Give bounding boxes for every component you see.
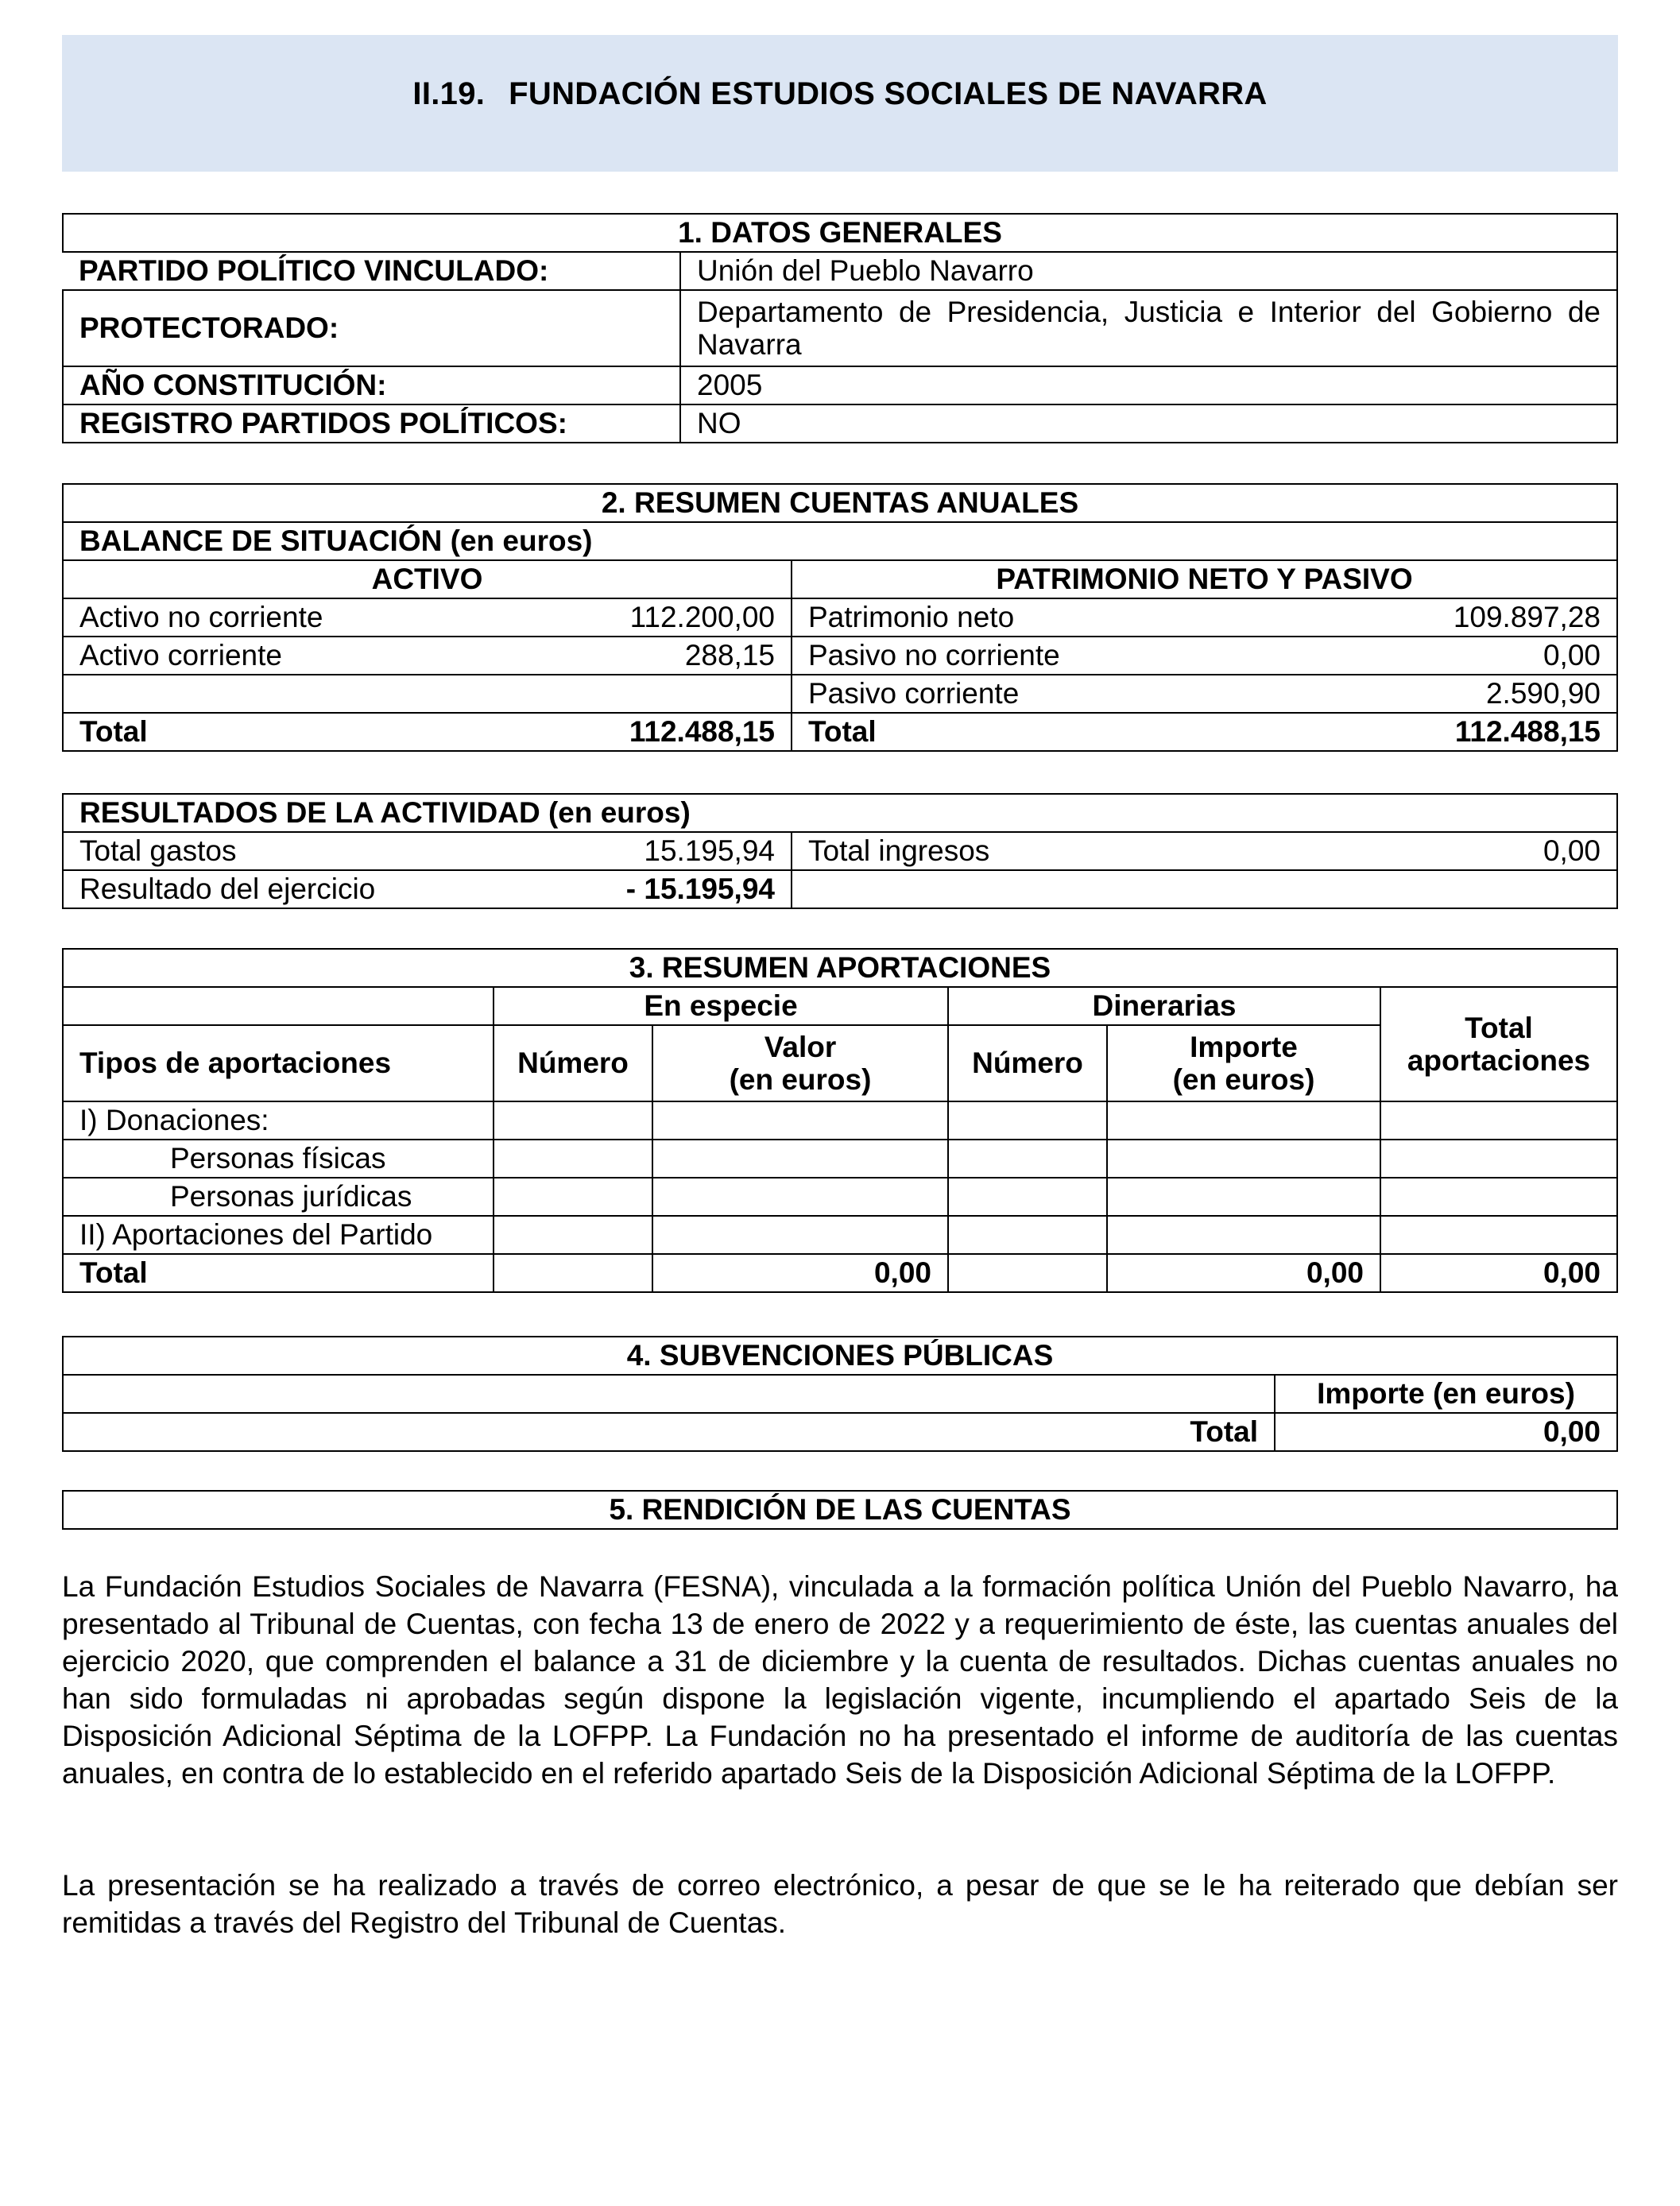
table-cell: [1107, 1178, 1380, 1216]
valor-header: [652, 1025, 948, 1101]
activo-header: ACTIVO: [63, 560, 792, 598]
rendicion-table: [62, 1490, 1618, 1530]
table-cell: [948, 1101, 1107, 1140]
subvenciones-heading: 4. SUBVENCIONES PÚBLICAS: [63, 1337, 1617, 1375]
balance-title: BALANCE DE SITUACIÓN (en euros): [63, 522, 1617, 560]
subvenciones-total-value: 0,00: [1275, 1413, 1617, 1451]
table-cell: [1107, 1101, 1380, 1140]
rendicion-paragraph-1: La Fundación Estudios Sociales de Navarra (FESNA), vinculada a la formación política Unión del Pueblo Navarro, ha presentado al Tribunal de Cuentas, con fecha 13 de enero de 2022 y a requerimiento de éste, las cuentas anuales del ejercicio 2020, que comprenden el balance a 31 de diciembre y la cuenta de resultados. Dichas cuentas anuales no han sido formuladas ni aprobadas según dispone la legislación vigente, incumpliendo el apartado Seis de la Disposición Adicional Séptima de la LOFPP. La Fundación no ha presentado el informe de auditoría de las cuentas anuales, en contra de lo establecido en el referido apartado Seis de la Disposición Adicional Séptima de la LOFPP.: [62, 1570, 1618, 1790]
table-cell: [494, 1101, 652, 1140]
pasivo-header: PATRIMONIO NETO Y PASIVO: [792, 560, 1617, 598]
section-number: II.19.: [412, 76, 486, 111]
en-especie-header: En especie: [494, 987, 948, 1025]
table-cell: [652, 1140, 948, 1178]
ano-constitucion-value: 2005: [680, 366, 1617, 404]
subvenciones-table: [62, 1336, 1618, 1452]
resultados-title: RESULTADOS DE LA ACTIVIDAD (en euros): [63, 794, 1617, 832]
total-gastos-value: 15.195,94: [593, 832, 792, 870]
aportaciones-header-blank: [63, 987, 494, 1025]
resultados-table: [62, 793, 1618, 909]
importe-unit: (en euros): [1172, 1063, 1315, 1096]
table-cell: [1107, 1216, 1380, 1254]
importe-header: [1107, 1025, 1380, 1101]
aportaciones-heading: 3. RESUMEN APORTACIONES: [63, 949, 1617, 987]
protectorado-label: PROTECTORADO:: [63, 290, 680, 366]
cuentas-anuales-heading: 2. RESUMEN CUENTAS ANUALES: [63, 484, 1617, 522]
cuentas-anuales-table: [62, 483, 1618, 752]
activo-value: 112.200,00: [593, 598, 792, 637]
rendicion-heading: 5. RENDICIÓN DE LAS CUENTAS: [63, 1491, 1617, 1529]
valor-label: Valor: [764, 1030, 837, 1063]
table-cell: [1380, 1101, 1617, 1140]
subvenciones-header-blank: [63, 1375, 1275, 1413]
ano-constitucion-label: AÑO CONSTITUCIÓN:: [63, 366, 680, 404]
aportaciones-total-label: Total: [63, 1254, 494, 1292]
resultado-value: - 15.195,94: [593, 870, 792, 908]
total-activo-value: 112.488,15: [593, 713, 792, 751]
table-cell: [1380, 1216, 1617, 1254]
total-ingresos-label: Total ingresos: [792, 832, 1268, 870]
table-cell: [494, 1140, 652, 1178]
pasivo-label: Pasivo corriente: [792, 675, 1268, 713]
table-cell: [1380, 1140, 1617, 1178]
table-cell: [652, 1101, 948, 1140]
resultado-label: Resultado del ejercicio: [63, 870, 593, 908]
rendicion-paragraph-2: La presentación se ha realizado a través de correo electrónico, a pesar de que se le ha reiterado que debían ser remitidas a través del Registro del Tribunal de Cuentas.: [62, 1869, 1618, 1939]
protectorado-value: Departamento de Presidencia, Justicia e Interior del Gobierno de Navarra: [680, 290, 1617, 366]
activo-label: Activo corriente: [63, 637, 593, 675]
total-gastos-label: Total gastos: [63, 832, 593, 870]
table-cell: [948, 1140, 1107, 1178]
aportacion-row-label: II) Aportaciones del Partido: [63, 1216, 494, 1254]
numero-dinerarias-header: Número: [948, 1025, 1107, 1101]
total-pasivo-label: Total: [792, 713, 1268, 751]
table-cell: [1107, 1140, 1380, 1178]
pasivo-label: Pasivo no corriente: [792, 637, 1268, 675]
pasivo-label: Patrimonio neto: [792, 598, 1268, 637]
table-cell: [494, 1254, 652, 1292]
registro-label: REGISTRO PARTIDOS POLÍTICOS:: [63, 404, 680, 443]
total-aportaciones-value: 0,00: [1380, 1254, 1617, 1292]
aportacion-row-label: Personas físicas: [63, 1140, 494, 1178]
partido-value: Unión del Pueblo Navarro: [680, 252, 1617, 290]
table-cell: [1380, 1178, 1617, 1216]
registro-value: NO: [680, 404, 1617, 443]
total-ingresos-value: 0,00: [1268, 832, 1617, 870]
resultado-empty-cell: [792, 870, 1617, 908]
table-cell: [494, 1216, 652, 1254]
pasivo-value: 109.897,28: [1268, 598, 1617, 637]
activo-label: Activo no corriente: [63, 598, 593, 637]
importe-label: Importe: [1190, 1030, 1298, 1063]
table-cell: [948, 1254, 1107, 1292]
table-cell: [652, 1178, 948, 1216]
dinerarias-header: Dinerarias: [948, 987, 1380, 1025]
subvenciones-total-label: Total: [63, 1413, 1275, 1451]
numero-especie-header: Número: [494, 1025, 652, 1101]
pasivo-value: 0,00: [1268, 637, 1617, 675]
aportacion-row-label: Personas jurídicas: [63, 1178, 494, 1216]
datos-generales-heading: 1. DATOS GENERALES: [63, 214, 1617, 252]
activo-value: 288,15: [593, 637, 792, 675]
valor-unit: (en euros): [729, 1063, 872, 1096]
pasivo-value: 2.590,90: [1268, 675, 1617, 713]
aportacion-row-label: I) Donaciones:: [63, 1101, 494, 1140]
table-cell: [494, 1178, 652, 1216]
table-cell: [948, 1178, 1107, 1216]
importe-euros-header: Importe (en euros): [1275, 1375, 1617, 1413]
total-valor-value: 0,00: [652, 1254, 948, 1292]
total-aportaciones-header: Total aportaciones: [1380, 987, 1617, 1101]
datos-generales-table: [62, 213, 1618, 443]
activo-value: [593, 675, 792, 713]
activo-label: [63, 675, 593, 713]
aportaciones-table: [62, 948, 1618, 1293]
page-title: [62, 35, 1618, 172]
total-pasivo-value: 112.488,15: [1268, 713, 1617, 751]
foundation-name: FUNDACIÓN ESTUDIOS SOCIALES DE NAVARRA: [509, 76, 1268, 111]
table-cell: [948, 1216, 1107, 1254]
table-cell: [652, 1216, 948, 1254]
total-activo-label: Total: [63, 713, 593, 751]
total-importe-value: 0,00: [1107, 1254, 1380, 1292]
tipos-header: Tipos de aportaciones: [63, 1025, 494, 1101]
partido-label: PARTIDO POLÍTICO VINCULADO:: [63, 252, 680, 290]
